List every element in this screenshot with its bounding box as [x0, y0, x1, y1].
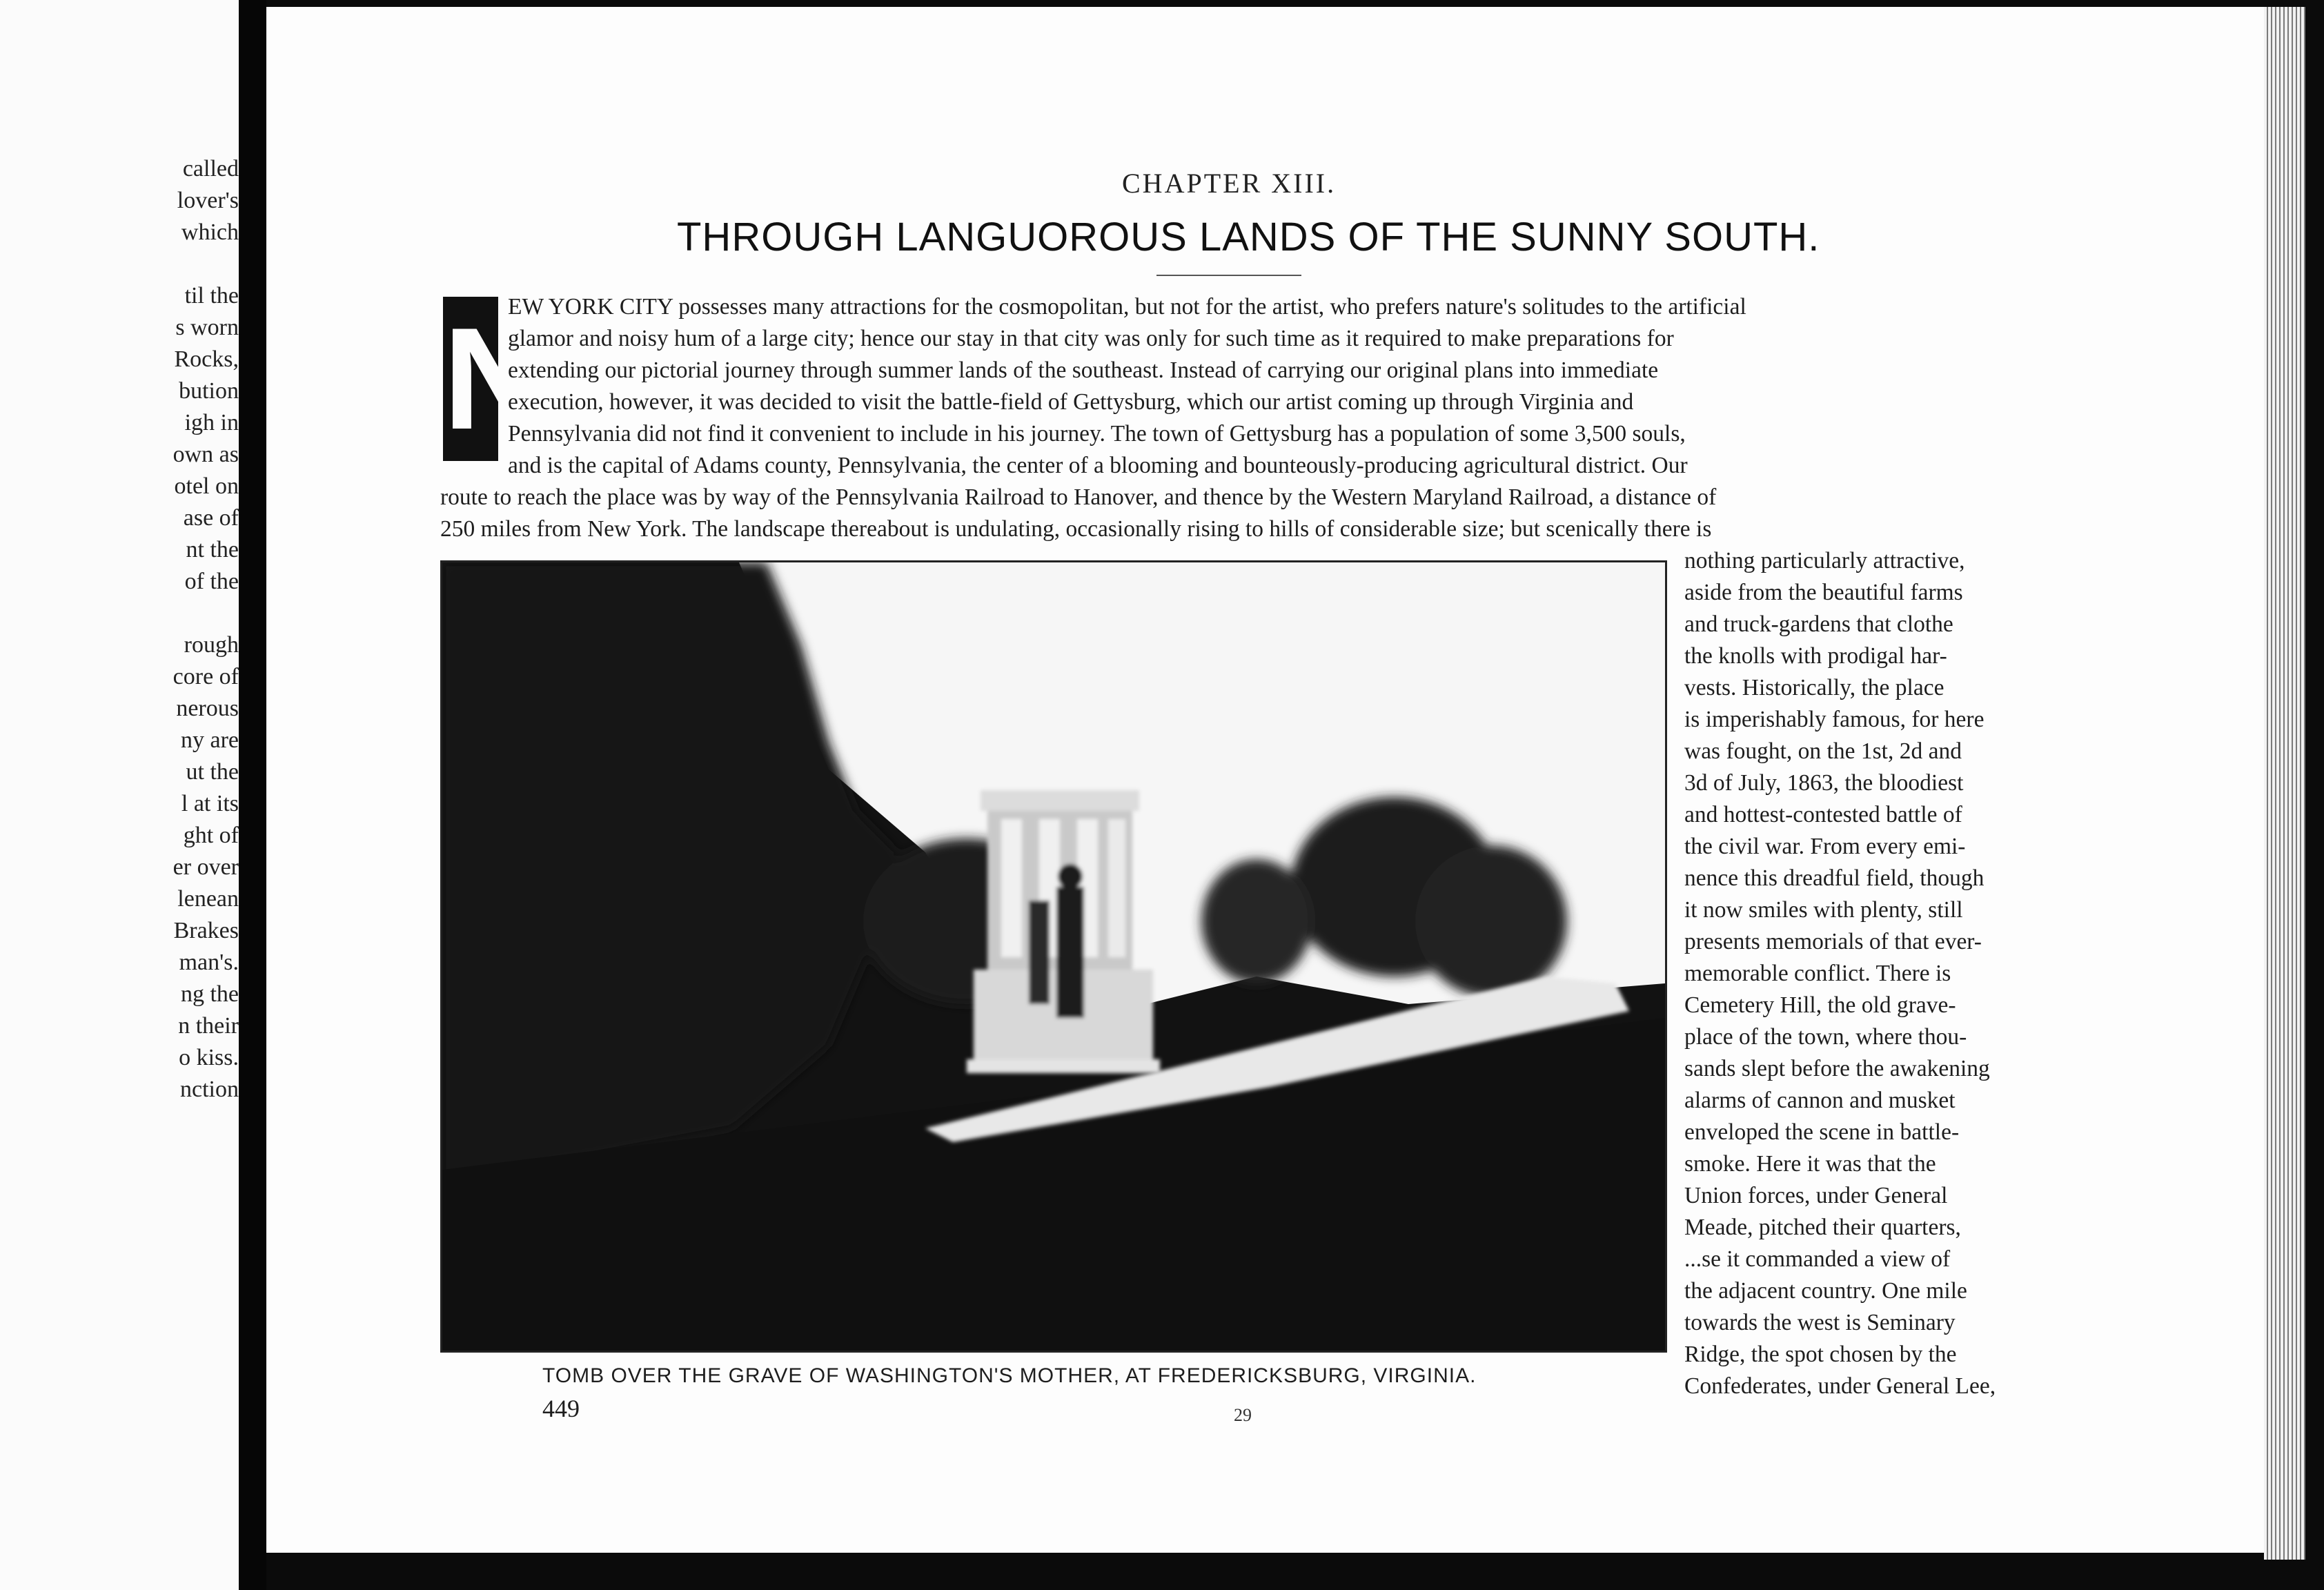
body-text-line: and is the capital of Adams county, Pennsylvania, the center of a blooming and bounteously-producing agricultural district. Our [508, 453, 1688, 478]
column-text-line: alarms of cannon and musket [1684, 1088, 1956, 1113]
column-text-line: aside from the beautiful farms [1684, 580, 1963, 605]
column-text-line: it now smiles with plenty, still [1684, 897, 1963, 923]
left-page-line: o kiss. [179, 1045, 239, 1070]
column-text-line: Union forces, under General [1684, 1183, 1948, 1208]
left-page-line: ut the [186, 759, 239, 785]
body-text-line: extending our pictorial journey through summer lands of the southeast. Instead of carrying our original plans into immediate [508, 357, 1659, 383]
column-text-line: nothing particularly attractive, [1684, 548, 1965, 573]
column-text-line: vests. Historically, the place [1684, 675, 1944, 700]
left-page-line: bution [179, 378, 239, 404]
column-text-line: and truck-gardens that clothe [1684, 611, 1953, 637]
left-page-line: ght of [183, 823, 239, 848]
left-page-line: lover's [177, 188, 239, 213]
right-page [266, 7, 2264, 1553]
left-page-line: nerous [176, 696, 239, 721]
column-text-line: sands slept before the awakening [1684, 1056, 1990, 1081]
tomb-photograph [442, 562, 1665, 1351]
chapter-heading: CHAPTER XIII. [1122, 168, 1337, 199]
left-page-line: of the [184, 569, 239, 594]
left-page [0, 0, 239, 1590]
plate-caption: TOMB OVER THE GRAVE OF WASHINGTON'S MOTHER, AT FREDERICKSBURG, VIRGINIA. [542, 1364, 1477, 1387]
body-text-line: execution, however, it was decided to visit the battle-field of Gettysburg, which our artist coming up through Virginia and [508, 389, 1634, 415]
photo-plate [440, 560, 1667, 1353]
left-page-line: which [181, 219, 239, 245]
body-text-line: glamor and noisy hum of a large city; hence our stay in that city was only for such time as it required to make preparations for [508, 326, 1674, 351]
column-text-line: Ridge, the spot chosen by the [1684, 1342, 1957, 1367]
page-number: 449 [542, 1395, 580, 1422]
title-rule [1156, 275, 1301, 276]
column-text-line: Meade, pitched their quarters, [1684, 1215, 1961, 1240]
left-page-line: man's. [179, 950, 239, 975]
left-page-line: otel on [174, 473, 239, 499]
column-text-line: enveloped the scene in battle- [1684, 1119, 1960, 1145]
column-text-line: was fought, on the 1st, 2d and [1684, 738, 1962, 764]
drop-cap: N [443, 297, 548, 460]
column-text-line: nence this dreadful field, though [1684, 865, 1985, 891]
left-page-line: Rocks, [174, 346, 239, 372]
column-text-line: presents memorials of that ever- [1684, 929, 1982, 954]
left-page-line: til the [184, 283, 239, 308]
column-text-line: and hottest-contested battle of [1684, 802, 1962, 827]
book-page-edges [2264, 7, 2305, 1560]
body-text-line: Pennsylvania did not find it convenient to include in his journey. The town of Gettysburg has a population of some 3,500 souls, [508, 421, 1686, 446]
column-text-line: ...se it commanded a view of [1684, 1246, 1951, 1272]
chapter-title: THROUGH LANGUOROUS LANDS OF THE SUNNY SOUTH. [677, 215, 1820, 259]
left-page-line: n their [178, 1013, 239, 1039]
body-text-line: 250 miles from New York. The landscape thereabout is undulating, occasionally rising to hills of considerable size; but scenically there is [440, 516, 1712, 542]
left-page-line: rough [184, 632, 239, 658]
column-text-line: the civil war. From every emi- [1684, 834, 1966, 859]
left-page-line: lenean [177, 886, 239, 912]
left-page-line: nt the [186, 537, 239, 562]
left-page-line: own as [173, 442, 239, 467]
left-page-line: er over [173, 854, 239, 880]
left-page-line: ng the [180, 981, 239, 1007]
left-page-line: s worn [175, 315, 239, 340]
column-text-line: 3d of July, 1863, the bloodiest [1684, 770, 1964, 796]
book-gutter [239, 0, 266, 1590]
column-text-line: is imperishably famous, for here [1684, 707, 1985, 732]
column-text-line: Cemetery Hill, the old grave- [1684, 992, 1956, 1018]
left-page-line: core of [173, 664, 239, 689]
left-page-line: called [182, 156, 239, 181]
signature-mark: 29 [1234, 1405, 1252, 1425]
column-text-line: towards the west is Seminary [1684, 1310, 1956, 1335]
left-page-line: Brakes [173, 918, 239, 943]
left-page-line: l at its [181, 791, 239, 816]
left-page-line: igh in [184, 410, 239, 435]
column-text-line: the adjacent country. One mile [1684, 1278, 1967, 1304]
left-page-line: nction [180, 1077, 239, 1102]
column-text-line: Confederates, under General Lee, [1684, 1373, 1996, 1399]
column-text-line: memorable conflict. There is [1684, 961, 1951, 986]
left-page-line: ny are [180, 727, 239, 753]
body-text-line: EW YORK CITY possesses many attractions for the cosmopolitan, but not for the artist, who prefers nature's solitudes to the artificial [508, 294, 1746, 320]
column-text-line: the knolls with prodigal har- [1684, 643, 1947, 669]
column-text-line: smoke. Here it was that the [1684, 1151, 1936, 1177]
column-text-line: place of the town, where thou- [1684, 1024, 1967, 1050]
left-page-line: ase of [183, 505, 239, 531]
body-text-line: route to reach the place was by way of the Pennsylvania Railroad to Hanover, and thence by the Western Maryland Railroad, a distance of [440, 484, 1717, 510]
